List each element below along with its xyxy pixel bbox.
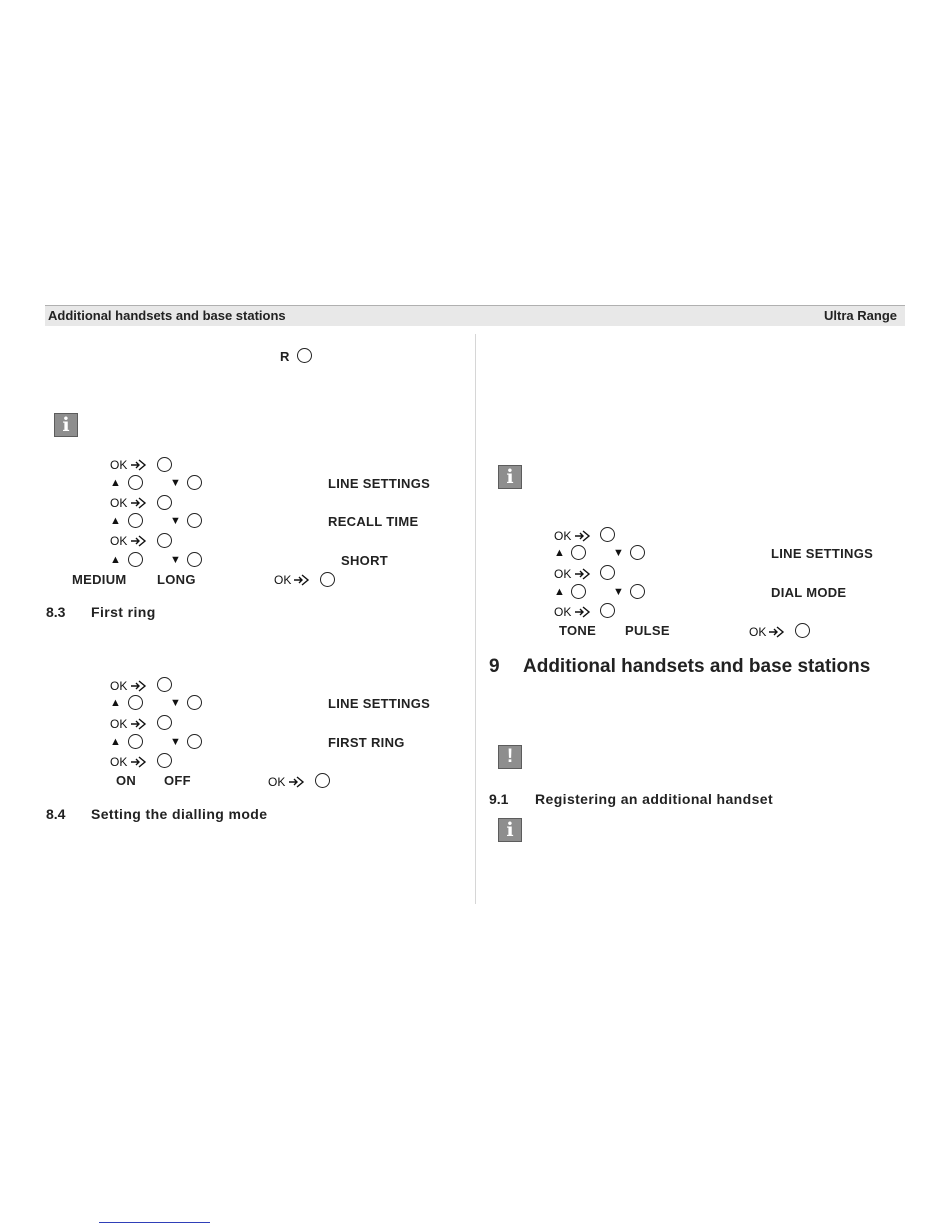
header-chapter-title: Additional handsets and base stations [48,308,286,323]
up-arrow-icon: ▲ [110,697,121,709]
down-key-icon [187,513,202,528]
menu-line-settings: LINE SETTINGS [771,546,874,561]
ok-key-label: OK [274,573,292,587]
ok-key-icon [600,603,615,618]
ok-key-icon [157,677,172,692]
down-key-icon [187,695,202,710]
ok-arrow-icon [768,624,786,640]
ok-key-label: OK [110,458,128,472]
ok-arrow-icon [130,678,148,694]
r-key-icon [297,348,312,363]
section-9-1-number: 9.1 [489,791,509,807]
ok-key-label: OK [749,625,767,639]
ok-key-icon [320,572,335,587]
down-arrow-icon: ▼ [170,477,181,489]
menu-line-settings: LINE SETTINGS [328,476,431,491]
option-short: SHORT [341,553,388,568]
up-arrow-icon: ▲ [110,477,121,489]
ok-key-label: OK [268,775,286,789]
down-key-icon [630,584,645,599]
chapter-9-title: Additional handsets and base stations [523,656,871,677]
header-product-name: Ultra Range [824,308,897,323]
down-key-icon [187,734,202,749]
chapter-9-number: 9 [489,656,500,677]
ok-arrow-icon [130,533,148,549]
down-arrow-icon: ▼ [170,697,181,709]
ok-arrow-icon [288,774,306,790]
ok-key-icon [600,527,615,542]
ok-key-icon [157,533,172,548]
up-arrow-icon: ▲ [110,554,121,566]
option-on: ON [116,773,137,788]
up-arrow-icon: ▲ [110,515,121,527]
ok-arrow-icon [293,572,311,588]
info-icon: i [54,413,78,437]
ok-key-label: OK [110,679,128,693]
menu-dial-mode: DIAL MODE [771,585,847,600]
down-key-icon [630,545,645,560]
ok-key-icon [157,715,172,730]
down-arrow-icon: ▼ [170,736,181,748]
ok-arrow-icon [130,754,148,770]
ok-arrow-icon [574,566,592,582]
down-arrow-icon: ▼ [170,515,181,527]
ok-arrow-icon [130,716,148,732]
up-arrow-icon: ▲ [554,586,565,598]
column-divider [475,334,476,904]
section-8-4-number: 8.4 [46,806,66,822]
down-arrow-icon: ▼ [170,554,181,566]
option-tone: TONE [559,623,597,638]
ok-key-icon [315,773,330,788]
ok-arrow-icon [130,457,148,473]
section-9-1-title: Registering an additional handset [535,791,774,807]
up-key-icon [128,734,143,749]
up-key-icon [571,545,586,560]
option-medium: MEDIUM [72,572,127,587]
option-long: LONG [157,572,196,587]
up-key-icon [128,513,143,528]
ok-key-label: OK [554,567,572,581]
r-key-label: R [280,349,290,364]
up-arrow-icon: ▲ [110,736,121,748]
ok-key-label: OK [554,605,572,619]
up-key-icon [128,695,143,710]
up-key-icon [128,552,143,567]
info-icon: i [498,818,522,842]
menu-line-settings: LINE SETTINGS [328,696,431,711]
menu-first-ring: FIRST RING [328,735,405,750]
menu-recall-time: RECALL TIME [328,514,419,529]
ok-arrow-icon [130,495,148,511]
down-key-icon [187,475,202,490]
section-8-3-title: First ring [91,604,156,620]
up-key-icon [571,584,586,599]
ok-key-icon [157,457,172,472]
up-key-icon [128,475,143,490]
ok-arrow-icon [574,604,592,620]
ok-arrow-icon [574,528,592,544]
footer-link-underline [99,1222,210,1223]
ok-key-icon [600,565,615,580]
down-arrow-icon: ▼ [613,586,624,598]
section-8-3-number: 8.3 [46,604,66,620]
section-8-4-title: Setting the dialling mode [91,806,268,822]
info-icon: i [498,465,522,489]
ok-key-icon [157,495,172,510]
ok-key-icon [157,753,172,768]
option-off: OFF [164,773,191,788]
up-arrow-icon: ▲ [554,547,565,559]
down-key-icon [187,552,202,567]
warning-icon: ! [498,745,522,769]
ok-key-icon [795,623,810,638]
ok-key-label: OK [110,534,128,548]
option-pulse: PULSE [625,623,670,638]
down-arrow-icon: ▼ [613,547,624,559]
ok-key-label: OK [110,496,128,510]
ok-key-label: OK [110,717,128,731]
ok-key-label: OK [554,529,572,543]
ok-key-label: OK [110,755,128,769]
